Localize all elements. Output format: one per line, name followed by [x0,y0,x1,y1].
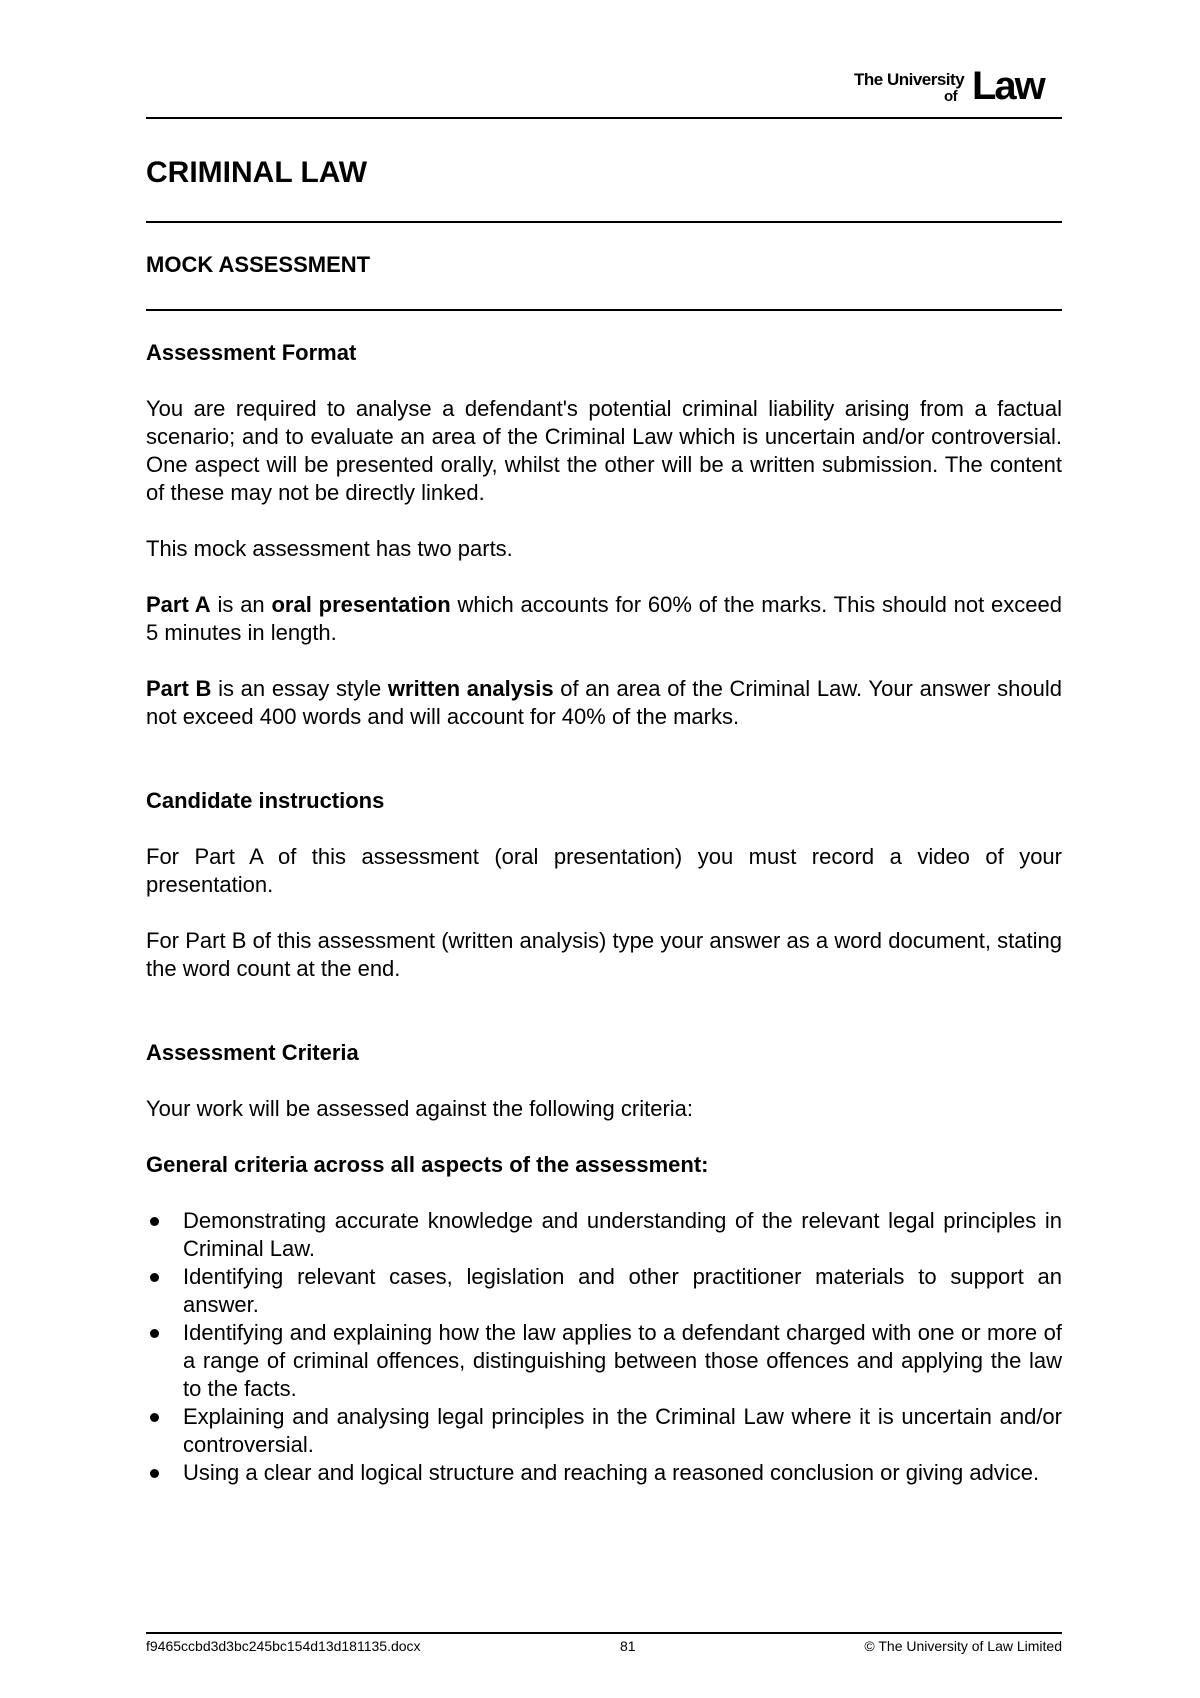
part-a-post: which accounts for 60% of the marks. This should not exceed 5 minutes in length. [146,592,1062,645]
part-a-description [146,591,1062,647]
criteria-item-text: Identifying relevant cases, legislation and other practitioner materials to support an answer. [183,1264,1062,1317]
part-b-post: of an area of the Criminal Law. Your answer should not exceed 400 words and will account for 40% of the marks. [146,676,1063,729]
format-heading: Assessment Format [146,340,357,365]
criteria-heading: Assessment Criteria [146,1040,359,1065]
header-rule-bottom [146,309,1062,311]
part-b-emphasis: written analysis [387,676,554,701]
list-item [146,1207,1062,1263]
list-item [146,1263,1062,1319]
criteria-item-text: Using a clear and logical structure and reaching a reasoned conclusion or giving advice. [183,1460,1040,1485]
list-item [146,1403,1062,1459]
logo-line-2: of [944,88,958,105]
part-a-pre: is an [210,592,272,617]
logo-line-1: The University [854,70,965,89]
criteria-list [146,1207,1062,1487]
parts-intro: This mock assessment has two parts. [146,536,513,561]
general-criteria-heading: General criteria across all aspects of the assessment: [146,1152,709,1177]
part-b-description [146,675,1062,731]
page-title: CRIMINAL LAW [146,156,368,189]
format-intro: You are required to analyse a defendant's potential criminal liability arising from a factual scenario; and to evaluate an area of the Criminal Law which is uncertain and/or controversial. One aspect will be presented orally, whilst the other will be a written submission. The content of these may not be directly linked. [146,396,1062,505]
bullet-icon [150,1217,159,1226]
header-rule-middle [146,221,1062,223]
criteria-item-text: Identifying and explaining how the law applies to a defendant charged with one or more of a range of criminal offences, distinguishing between those offences and applying the law to the facts. [183,1320,1062,1401]
list-item [146,1459,1062,1487]
instructions-part-a: For Part A of this assessment (oral presentation) you must record a video of your presentation. [146,844,1062,897]
footer-copyright: © The University of Law Limited [864,1638,1062,1654]
criteria-intro: Your work will be assessed against the following criteria: [146,1096,694,1121]
footer-rule [146,1632,1062,1634]
bullet-icon [150,1469,159,1478]
bullet-icon [150,1413,159,1422]
bullet-icon [150,1329,159,1338]
logo-line-3: Law [972,64,1044,108]
bullet-icon [150,1273,159,1282]
part-b-label: Part B [146,676,212,701]
list-item [146,1319,1062,1403]
part-b-pre: is an essay style [211,676,388,701]
university-logo [854,64,1064,110]
criteria-item-text: Explaining and analysing legal principles in the Criminal Law where it is uncertain and/or controversial. [183,1404,1062,1457]
instructions-heading: Candidate instructions [146,788,385,813]
header-rule-top [146,117,1062,119]
footer-filename: f9465ccbd3d3bc245bc154d13d181135.docx [146,1638,421,1654]
page-subtitle: MOCK ASSESSMENT [146,252,371,277]
part-a-label: Part A [146,592,211,617]
instructions-part-b: For Part B of this assessment (written analysis) type your answer as a word document, stating the word count at the end. [146,928,1062,981]
part-a-emphasis: oral presentation [271,592,451,617]
criteria-item-text: Demonstrating accurate knowledge and understanding of the relevant legal principles in Criminal Law. [183,1208,1062,1261]
footer-page-number: 81 [620,1638,636,1654]
